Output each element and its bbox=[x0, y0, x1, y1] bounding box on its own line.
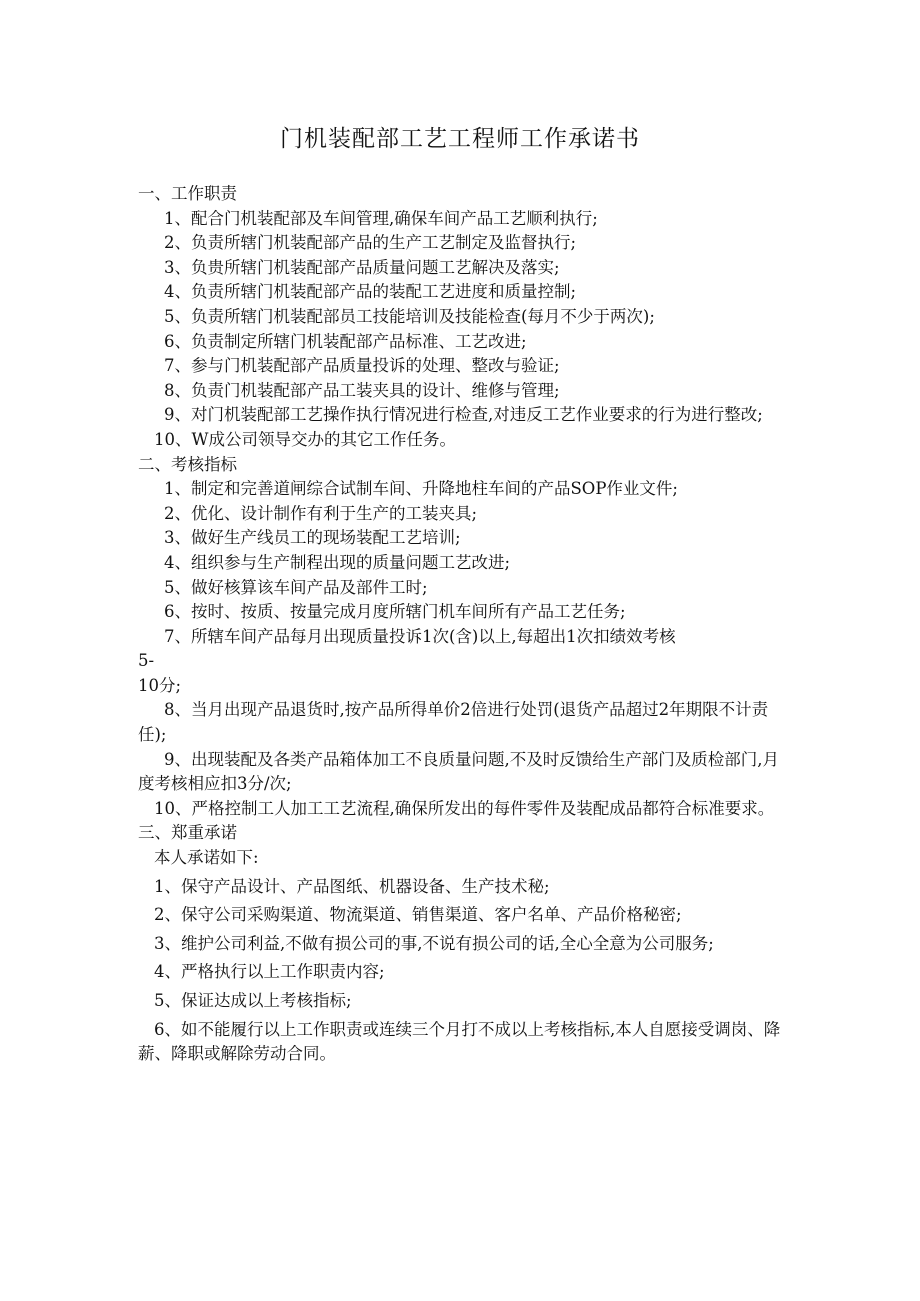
assessment-item: 6、按时、按质、按量完成月度所辖门机车间所有产品工艺任务; bbox=[164, 602, 626, 622]
duty-item: 7、参与门机装配部产品质量投诉的处理、整改与验证; bbox=[164, 356, 560, 376]
commitment-item: 3、维护公司利益,不做有损公司的事,不说有损公司的话,全心全意为公司服务; bbox=[154, 933, 714, 953]
duty-item: 4、负责所辖门机装配部产品的装配工艺进度和质量控制; bbox=[164, 282, 577, 302]
assessment-item: 10、严格控制工人加工工艺流程,确保所发出的每件零件及装配成品都符合标准要求。 bbox=[154, 798, 775, 818]
duty-item: 5、负责所辖门机装配部员工技能培训及技能检查(每月不少于两次); bbox=[164, 306, 655, 326]
assessment-item: 4、组织参与生产制程出现的质量问题工艺改进; bbox=[164, 552, 511, 572]
assessment-item: 7、所辖车间产品每月出现质量投诉1次(含)以上,每超出1次扣绩效考核 bbox=[164, 626, 676, 646]
commitment-item: 5、保证达成以上考核指标; bbox=[154, 991, 352, 1010]
commitment-item: 4、严格执行以上工作职责内容; bbox=[154, 962, 385, 982]
commitment-item: 6、如不能履行以上工作职责或连续三个月打不成以上考核指标,本人自愿接受调岗、降薪、降职或解除劳动合同。 bbox=[138, 1019, 781, 1064]
assessment-item: 9、出现装配及各类产品箱体加工不良质量问题,不及时反馈给生产部门及质检部门,月度考核相应扣3分/次; bbox=[138, 749, 779, 794]
assessment-item: 8、当月出现产品退货时,按产品所得单价2倍进行处罚(退货产品超过2年期限不计责任); bbox=[138, 700, 769, 745]
duty-item: 6、负责制定所辖门机装配部产品标准、工艺改进; bbox=[164, 331, 527, 351]
commitment-item: 1、保守产品设计、产品图纸、机器设备、生产技术秘; bbox=[154, 876, 550, 896]
commitment-item: 2、保守公司采购渠道、物流渠道、销售渠道、客户名单、产品价格秘密; bbox=[154, 905, 682, 925]
duty-item: 3、负贵所辖门机装配部产品质量问题工艺解决及落实; bbox=[164, 257, 560, 277]
document-body bbox=[138, 182, 788, 1067]
section-heading-commitment: 三、郑重承诺 bbox=[138, 823, 237, 843]
section-heading-duties: 一、工作职责 bbox=[138, 184, 237, 203]
assessment-item-continuation: 10分; bbox=[138, 675, 182, 695]
commitment-intro: 本人承诺如下: bbox=[154, 848, 259, 868]
duty-item: 2、负责所辖门机装配部产品的生产工艺制定及监督执行; bbox=[164, 233, 577, 253]
assessment-item: 3、做好生产线员工的现场装配工艺培训; bbox=[164, 528, 461, 548]
duty-item: 10、W成公司领导交办的其它工作任务。 bbox=[154, 429, 456, 449]
duty-item: 1、配合门机装配部及车间管理,确保车间产品工艺顺利执行; bbox=[164, 208, 598, 228]
document-title: 门机装配部工艺工程师工作承诺书 bbox=[280, 126, 640, 152]
assessment-item-continuation: 5- bbox=[138, 651, 155, 671]
assessment-item: 5、做好核算该车间产品及部件工时; bbox=[164, 577, 428, 597]
duty-item: 8、负责门机装配部产品工装夹具的设计、维修与管理; bbox=[164, 380, 560, 400]
assessment-item: 1、制定和完善道闸综合试制车间、升降地柱车间的产品SOP作业文件; bbox=[164, 479, 678, 499]
section-heading-assessment: 二、考核指标 bbox=[138, 454, 237, 474]
duty-item: 9、对门机装配部工艺操作执行情况进行检查,对违反工艺作业要求的行为进行整改; bbox=[164, 405, 763, 425]
assessment-item: 2、优化、设计制作有利于生产的工装夹具; bbox=[164, 503, 478, 523]
